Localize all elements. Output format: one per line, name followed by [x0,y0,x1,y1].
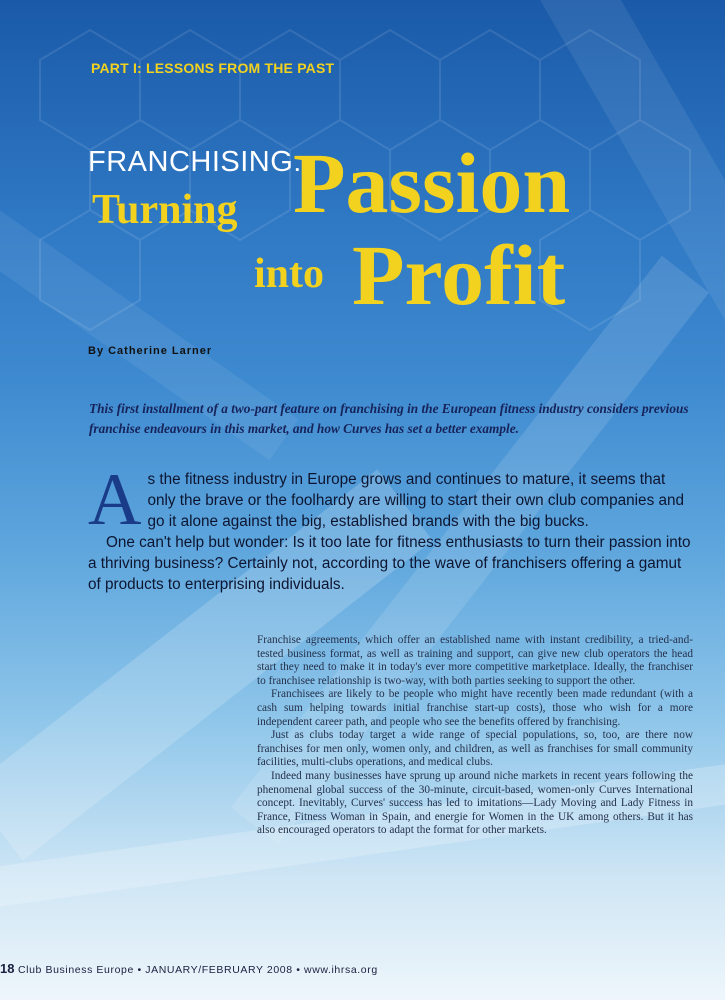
body-paragraph: Indeed many businesses have sprung up around niche markets in recent years following the phenomenal global success of the 30-minute, circuit-based, women-only Curves International concept. Inevitably, Curves' success has led to imitations—Lady Moving and Lady Fitness in France, Fitness Woman in Spain, and energie for Women in the UK among others. But it has also encouraged operators to adapt the format for other markets. [257,769,693,837]
page-footer [0,961,378,976]
footer-separator: • [296,964,301,976]
section-label: PART I: LESSONS FROM THE PAST [91,60,335,76]
title-kicker: FRANCHISING: [88,146,302,178]
title-word-turning: Turning [92,187,238,233]
website-link[interactable]: www.ihrsa.org [304,964,378,976]
article-lede [88,459,696,595]
article-deck: This first installment of a two-part feature on franchising in the European fitness industry considers previous franchise endeavours in this market, and how Curves has set a better example. [89,401,689,436]
byline: By Catherine Larner [88,345,213,357]
issue-date: JANUARY/FEBRUARY 2008 [145,964,293,976]
body-paragraph: Franchisees are likely to be people who might have recently been made redundant (with a cash sum helping towards initial franchise start-up costs), those who wish for a more independent career path, and people who see the benefits offered by franchising. [257,688,693,728]
page-number: 18 [0,961,15,976]
title-word-passion: Passion [293,135,571,231]
footer-separator: • [137,964,142,976]
lede-paragraph-1: s the fitness industry in Europe grows and continues to mature, it seems that only the brave or the foolhardy are willing to start their own club companies and go it alone against the big, established brands with the big bucks. [147,471,684,530]
title-word-profit: Profit [352,227,566,323]
body-paragraph: Just as clubs today target a wide range of special populations, so, too, are there now franchises for men only, women only, and children, as well as franchises for small community facilities, multi-clubs operations, and medical clubs. [257,729,693,769]
lede-paragraph-2: One can't help but wonder: Is it too late for fitness enthusiasts to turn their passion into a thriving business? Certainly not, according to the wave of franchisers offering a gamut of products to enterprising individuals. [88,534,691,593]
title-word-into: into [254,251,325,297]
drop-cap: A [88,459,142,541]
publication-name: Club Business Europe [18,964,134,976]
article-body [257,634,693,838]
body-paragraph: Franchise agreements, which offer an established name with instant credibility, a tried-and-tested business format, as well as training and support, can give new club operators the head start they need to make it in today's ever more competitive marketplace. Ideally, the franchiser to franchisee relationship is two-way, with both parties seeking to support the other. [257,634,693,687]
